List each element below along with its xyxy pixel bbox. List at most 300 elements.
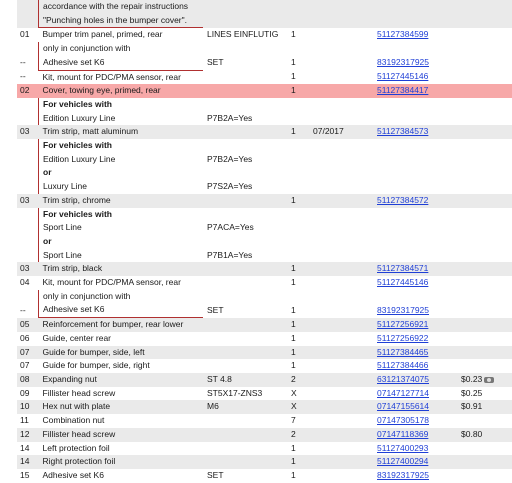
item-number: [17, 0, 39, 14]
part-number-cell: [373, 0, 457, 14]
part-description: Reinforcement for bumper, rear lower: [39, 318, 204, 332]
table-row[interactable]: [17, 56, 512, 70]
part-number-link[interactable]: 07147118369: [377, 428, 429, 439]
part-number-cell: [373, 276, 457, 290]
part-number-cell: [373, 28, 457, 42]
part-number-link[interactable]: 51127256922: [377, 332, 429, 343]
date-from: [309, 346, 373, 360]
supplement-info: P7B2A=Yes: [207, 153, 253, 164]
date-from: [309, 112, 373, 126]
supplement-info: [203, 194, 287, 208]
price-cell: [457, 56, 512, 70]
date-from: [309, 262, 373, 276]
price-cell: [457, 42, 512, 56]
item-number: 14: [20, 442, 30, 453]
quantity: [287, 166, 309, 180]
price-cell: [457, 469, 512, 483]
part-number-cell: [373, 208, 457, 222]
quantity: 1: [287, 262, 309, 276]
part-number-cell: [373, 249, 457, 263]
item-number: 03: [17, 194, 39, 208]
quantity: 1: [291, 360, 296, 371]
part-number-cell: [373, 373, 457, 387]
part-number-link[interactable]: 51127384599: [377, 29, 429, 40]
price-cell: [457, 387, 512, 401]
part-number-cell: [373, 14, 457, 28]
table-row[interactable]: [17, 208, 512, 222]
item-number: 14: [17, 455, 39, 469]
supplement-info: [203, 332, 287, 346]
table-row[interactable]: [17, 318, 512, 332]
part-description: or: [39, 166, 204, 180]
table-row[interactable]: [17, 180, 512, 194]
price: $0.25: [461, 387, 483, 398]
item-number: 06: [20, 332, 30, 343]
part-description: Bumper trim panel, primed, rear: [42, 29, 163, 40]
table-row[interactable]: [17, 359, 512, 373]
price-cell: [457, 208, 512, 222]
price: $0.23: [461, 373, 483, 384]
quantity: [287, 0, 309, 14]
table-row[interactable]: [17, 98, 512, 112]
price-cell: [457, 125, 512, 139]
supplement-info: SET: [207, 57, 224, 68]
part-number-cell: [373, 442, 457, 456]
price-cell: [457, 318, 512, 332]
quantity: [287, 235, 309, 249]
table-row[interactable]: [17, 194, 512, 208]
table-row[interactable]: [17, 428, 512, 442]
supplement-info: [203, 318, 287, 332]
quantity: 1: [287, 84, 309, 98]
part-number-cell: [373, 332, 457, 346]
table-row[interactable]: [17, 139, 512, 153]
date-from: [309, 98, 373, 112]
part-number-link[interactable]: 51127384572: [377, 194, 429, 205]
date-from: 07/2017: [309, 125, 373, 139]
price-cell: [457, 276, 512, 290]
part-number-link[interactable]: 51127384571: [377, 263, 429, 274]
item-number: 08: [17, 373, 39, 387]
item-number: [17, 221, 39, 235]
price-cell: [457, 180, 512, 194]
part-number-cell: [373, 56, 457, 70]
quantity: [287, 14, 309, 28]
price-cell: [457, 166, 512, 180]
item-number: 07: [17, 346, 39, 360]
date-from: [309, 400, 373, 414]
quantity: 1: [291, 57, 296, 68]
part-description: Kit, mount for PDC/PMA sensor, rear: [42, 277, 181, 288]
parts-list-table: [17, 0, 512, 483]
camera-icon[interactable]: [484, 377, 494, 383]
part-description: Hex nut with plate: [39, 400, 204, 414]
supplement-info: P7B1A=Yes: [207, 249, 253, 260]
date-from: [309, 139, 373, 153]
part-description: "Punching holes in the bumper cover".: [39, 14, 204, 28]
date-from: [309, 276, 373, 290]
date-from: [309, 290, 373, 304]
item-number: --: [20, 71, 26, 82]
date-from: [309, 208, 373, 222]
part-number-link[interactable]: 07147155614: [377, 401, 430, 412]
part-number-cell: [373, 318, 457, 332]
item-number: [17, 166, 39, 180]
price-cell: [457, 442, 512, 456]
quantity: [287, 42, 309, 56]
part-number-cell: [373, 112, 457, 126]
item-number: 07: [20, 360, 30, 371]
date-from: [309, 428, 373, 442]
date-from: [309, 28, 373, 42]
parts-list-body: [17, 0, 512, 483]
table-row[interactable]: [17, 276, 512, 290]
part-number-link[interactable]: 63121374075: [377, 373, 430, 384]
part-number-cell: [373, 303, 457, 317]
supplement-info: M6: [203, 400, 287, 414]
date-from: [309, 318, 373, 332]
price-cell: [457, 14, 512, 28]
table-row[interactable]: [17, 373, 512, 387]
quantity: 1: [291, 332, 296, 343]
supplement-info: [203, 166, 287, 180]
part-description: Guide, center rear: [42, 332, 112, 343]
part-description: Sport Line: [39, 249, 204, 263]
price-cell: [457, 359, 512, 373]
supplement-info: SET: [207, 304, 224, 315]
quantity: [287, 249, 309, 263]
price-cell: [457, 303, 512, 317]
part-number-cell: [373, 70, 457, 84]
supplement-info: [203, 442, 287, 456]
quantity: 1: [287, 346, 309, 360]
part-number-cell: [373, 455, 457, 469]
quantity: 1: [291, 442, 296, 453]
item-number: 11: [20, 415, 29, 426]
supplement-info: [203, 139, 287, 153]
part-number-link[interactable]: 83192317925: [377, 57, 430, 68]
supplement-info: SET: [207, 469, 224, 480]
quantity: X: [287, 400, 309, 414]
quantity: 1: [291, 277, 296, 288]
part-number-link[interactable]: 07147305178: [377, 415, 430, 426]
quantity: 1: [291, 71, 296, 82]
part-description: Adhesive set K6: [39, 303, 204, 317]
date-from: [309, 235, 373, 249]
quantity: 1: [287, 318, 309, 332]
date-from: [309, 359, 373, 373]
part-number-link[interactable]: 83192317925: [377, 304, 430, 315]
date-from: [309, 387, 373, 401]
date-from: [309, 42, 373, 56]
quantity: 1: [291, 469, 296, 480]
table-row[interactable]: [17, 303, 512, 317]
price-cell: [457, 0, 512, 14]
part-number-cell: [373, 346, 457, 360]
part-description: Adhesive set K6: [39, 56, 204, 70]
part-description: For vehicles with: [39, 98, 204, 112]
part-number-cell: [373, 139, 457, 153]
item-number: [17, 290, 39, 304]
table-row[interactable]: [17, 455, 512, 469]
supplement-info: [203, 276, 287, 290]
price-cell: [457, 70, 512, 84]
price-cell: [457, 400, 512, 414]
part-number-cell: [373, 84, 457, 98]
part-description: Cover, towing eye, primed, rear: [39, 84, 204, 98]
part-number-cell: [373, 387, 457, 401]
part-description: For vehicles with: [39, 139, 204, 153]
item-number: 12: [17, 428, 39, 442]
table-row[interactable]: [17, 112, 512, 126]
supplement-info: [203, 346, 287, 360]
table-row[interactable]: [17, 125, 512, 139]
part-number-cell: [373, 290, 457, 304]
supplement-info: [203, 455, 287, 469]
item-number: [17, 235, 39, 249]
date-from: [309, 180, 373, 194]
item-number: [17, 249, 39, 263]
part-number-cell: [373, 262, 457, 276]
price: $0.80: [461, 428, 483, 439]
part-number-cell: [373, 469, 457, 483]
date-from: [309, 303, 373, 317]
table-row[interactable]: [17, 166, 512, 180]
part-number-link[interactable]: 07147127714: [377, 387, 430, 398]
date-from: [309, 414, 373, 428]
price-cell: [457, 249, 512, 263]
date-from: [309, 249, 373, 263]
date-from: [309, 442, 373, 456]
price: $0.91: [461, 401, 483, 412]
supplement-info: [203, 42, 287, 56]
supplement-info: LINES EINFLUTIG: [207, 29, 279, 40]
part-number-cell: [373, 235, 457, 249]
table-row[interactable]: [17, 469, 512, 483]
part-description: Fillister head screw: [39, 428, 204, 442]
table-row-highlighted[interactable]: [17, 84, 512, 98]
part-number-link[interactable]: 51127445146: [377, 71, 429, 82]
date-from: [309, 221, 373, 235]
part-number-cell: [373, 428, 457, 442]
table-row[interactable]: [17, 14, 512, 28]
part-number-link[interactable]: 51127384417: [377, 85, 429, 96]
item-number: 10: [17, 400, 39, 414]
price-cell: [457, 428, 512, 442]
part-description: Trim strip, chrome: [39, 194, 204, 208]
table-row[interactable]: [17, 290, 512, 304]
part-number-cell: [373, 221, 457, 235]
item-number: [17, 14, 39, 28]
table-row[interactable]: [17, 387, 512, 401]
part-number-cell: [373, 42, 457, 56]
quantity: [287, 290, 309, 304]
quantity: [287, 98, 309, 112]
supplement-info: [203, 14, 287, 28]
table-row[interactable]: [17, 262, 512, 276]
quantity: [287, 221, 309, 235]
part-description: Adhesive set K6: [42, 469, 104, 480]
part-number-cell: [373, 359, 457, 373]
part-description: Kit, mount for PDC/PMA sensor, rear: [42, 71, 181, 82]
quantity: [287, 208, 309, 222]
item-number: 03: [17, 125, 39, 139]
price-cell: [457, 84, 512, 98]
table-row[interactable]: [17, 221, 512, 235]
part-number-link[interactable]: 51127384466: [377, 360, 429, 371]
date-from: [309, 14, 373, 28]
item-number: [17, 153, 39, 167]
date-from: [309, 0, 373, 14]
quantity: 2: [287, 373, 309, 387]
supplement-info: ST5X17-ZNS3: [207, 387, 263, 398]
supplement-info: [203, 359, 287, 373]
price-cell: [457, 332, 512, 346]
date-from: [309, 455, 373, 469]
part-number-link[interactable]: 51127384465: [377, 346, 429, 357]
price-cell: [457, 262, 512, 276]
supplement-info: [203, 208, 287, 222]
price-cell: [457, 221, 512, 235]
quantity: 1: [287, 455, 309, 469]
price-cell: [457, 153, 512, 167]
table-row[interactable]: [17, 153, 512, 167]
part-number-cell: [373, 125, 457, 139]
table-row[interactable]: [17, 346, 512, 360]
date-from: [309, 56, 373, 70]
part-description: Edition Luxury Line: [39, 153, 204, 167]
item-number: [17, 208, 39, 222]
supplement-info: P7ACA=Yes: [207, 222, 254, 233]
quantity: [287, 153, 309, 167]
part-number-link[interactable]: 51127256921: [377, 318, 429, 329]
date-from: [309, 166, 373, 180]
quantity: 1: [287, 125, 309, 139]
supplement-info: P7S2A=Yes: [207, 181, 253, 192]
part-description: accordance with the repair instructions: [39, 0, 204, 14]
item-number: 09: [20, 387, 30, 398]
part-description: Guide for bumper, side, right: [42, 360, 150, 371]
part-description: only in conjunction with: [39, 290, 204, 304]
part-description: Luxury Line: [39, 180, 204, 194]
table-row[interactable]: [17, 442, 512, 456]
supplement-info: ST 4.8: [203, 373, 287, 387]
date-from: [309, 332, 373, 346]
item-number: --: [20, 57, 26, 68]
part-description: Left protection foil: [42, 442, 110, 453]
supplement-info: [203, 0, 287, 14]
table-row[interactable]: [17, 70, 512, 84]
part-number-cell: [373, 98, 457, 112]
item-number: [17, 112, 39, 126]
supplement-info: [203, 70, 287, 84]
part-number-link[interactable]: 51127384573: [377, 126, 429, 137]
price-cell: [457, 455, 512, 469]
part-number-link[interactable]: 51127400293: [377, 442, 429, 453]
quantity: 7: [291, 415, 296, 426]
table-row[interactable]: [17, 414, 512, 428]
part-description: For vehicles with: [39, 208, 204, 222]
date-from: [309, 153, 373, 167]
part-description: or: [39, 235, 204, 249]
part-number-cell: [373, 166, 457, 180]
part-number-cell: [373, 153, 457, 167]
item-number: 15: [20, 469, 30, 480]
quantity: 1: [291, 29, 296, 40]
part-description: Trim strip, matt aluminum: [39, 125, 204, 139]
price-cell: [457, 346, 512, 360]
item-number: [17, 180, 39, 194]
item-number: 05: [17, 318, 39, 332]
quantity: 2: [287, 428, 309, 442]
part-number-link[interactable]: 51127445146: [377, 277, 429, 288]
date-from: [309, 194, 373, 208]
part-number-cell: [373, 414, 457, 428]
table-row[interactable]: [17, 235, 512, 249]
quantity: X: [291, 387, 297, 398]
part-description: Right protection foil: [39, 455, 204, 469]
table-row[interactable]: [17, 249, 512, 263]
quantity: 1: [291, 304, 296, 315]
part-description: Combination nut: [42, 415, 105, 426]
part-number-link[interactable]: 51127400294: [377, 456, 429, 467]
item-number: 02: [17, 84, 39, 98]
table-row[interactable]: [17, 42, 512, 56]
date-from: [309, 469, 373, 483]
table-row[interactable]: [17, 0, 512, 14]
item-number: 04: [20, 277, 30, 288]
part-description: only in conjunction with: [39, 42, 204, 56]
item-number: 01: [20, 29, 30, 40]
part-description: Trim strip, black: [39, 262, 204, 276]
supplement-info: [203, 290, 287, 304]
part-description: Edition Luxury Line: [39, 112, 204, 126]
price-cell: [457, 139, 512, 153]
date-from: [309, 70, 373, 84]
price-cell: [457, 290, 512, 304]
quantity: 1: [287, 194, 309, 208]
quantity: [287, 112, 309, 126]
supplement-info: [203, 235, 287, 249]
part-description: Expanding nut: [39, 373, 204, 387]
supplement-info: [203, 414, 287, 428]
table-row[interactable]: [17, 332, 512, 346]
date-from: [309, 84, 373, 98]
item-number: --: [20, 304, 26, 315]
table-row[interactable]: [17, 400, 512, 414]
price-cell: [457, 414, 512, 428]
supplement-info: [203, 262, 287, 276]
part-number-link[interactable]: 83192317925: [377, 469, 430, 480]
quantity: [287, 139, 309, 153]
price-cell: [457, 98, 512, 112]
item-number: [17, 98, 39, 112]
price-cell: [457, 112, 512, 126]
item-number: 03: [17, 262, 39, 276]
table-row[interactable]: [17, 28, 512, 42]
supplement-info: [203, 98, 287, 112]
price-cell: [457, 373, 512, 387]
supplement-info: [203, 125, 287, 139]
price-cell: [457, 28, 512, 42]
price-cell: [457, 194, 512, 208]
part-number-cell: [373, 180, 457, 194]
item-number: [17, 139, 39, 153]
part-description: Fillister head screw: [42, 387, 116, 398]
part-number-cell: [373, 194, 457, 208]
item-number: [17, 42, 39, 56]
quantity: [287, 180, 309, 194]
